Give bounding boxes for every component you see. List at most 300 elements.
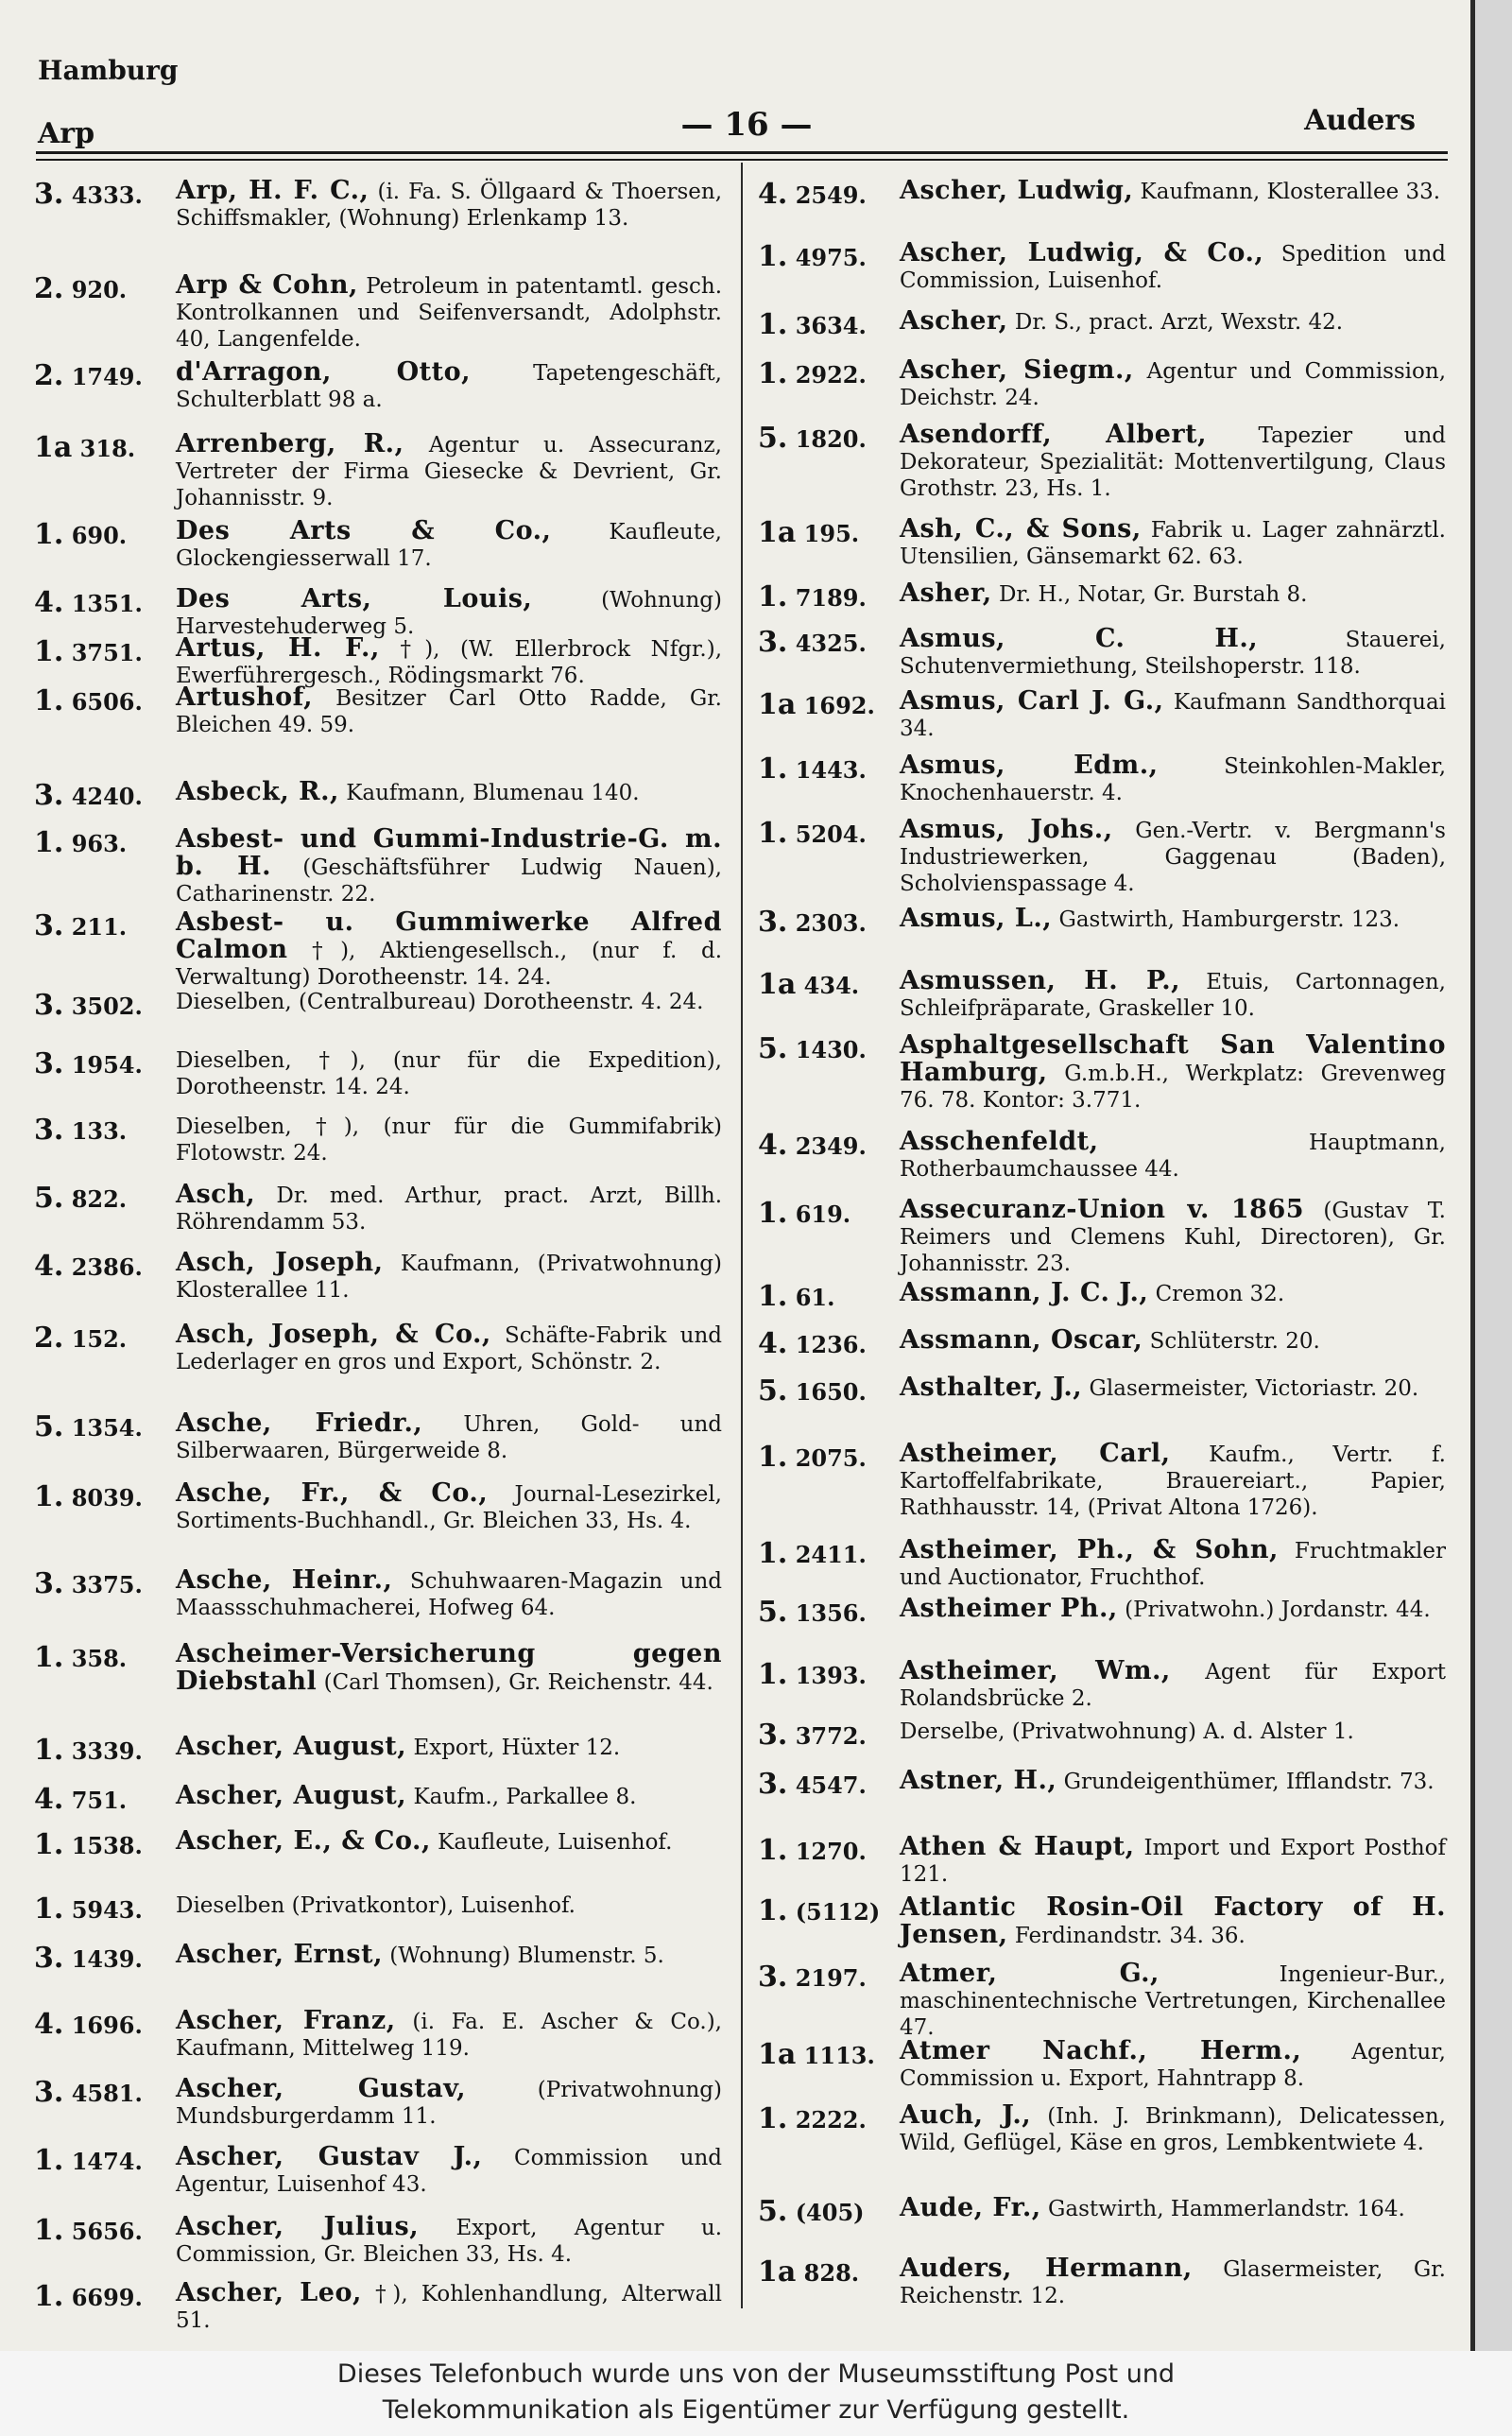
entry-text xyxy=(176,2280,722,2334)
exchange-zone: 3. xyxy=(34,178,64,211)
entry-text xyxy=(900,1032,1446,1114)
entry-text xyxy=(176,586,722,640)
exchange-zone: 3. xyxy=(34,779,64,812)
phone-number xyxy=(758,178,900,211)
number-value: 358. xyxy=(71,1645,128,1672)
exchange-zone: 1. xyxy=(758,1197,788,1230)
header-rule xyxy=(36,159,1448,161)
phone-number xyxy=(758,2102,900,2135)
exchange-zone: 1. xyxy=(758,240,788,273)
phone-number xyxy=(758,1658,900,1691)
phone-number xyxy=(34,178,176,211)
subscriber-name: Artus, H. F., xyxy=(176,633,380,663)
subscriber-name: Asmus, Johs., xyxy=(900,815,1113,844)
number-value: 2222. xyxy=(795,2106,867,2134)
subscriber-name: Asche, Heinr., xyxy=(176,1565,393,1595)
entry-text xyxy=(176,2076,722,2130)
directory-entry xyxy=(34,1732,722,1767)
entry-text xyxy=(900,1768,1446,1795)
subscriber-name: Asmus, Carl J. G., xyxy=(900,686,1164,716)
directory-entry xyxy=(758,1537,1446,1591)
subscriber-details: Journal-Lesezirkel, Sortiments-Buchhandl., Gr. Bleichen 33, Hs. 4. xyxy=(176,1482,722,1533)
subscriber-name: Des Arts, Louis, xyxy=(176,584,533,613)
exchange-zone: 1a xyxy=(758,968,797,1001)
subscriber-details: Besitzer Carl Otto Radde, Gr. Bleichen 49. 59. xyxy=(176,686,722,737)
subscriber-details: Uhren, Gold- und Silberwaaren, Bürgerweide 8. xyxy=(176,1412,723,1463)
subscriber-details: Kaufmann Sandthorquai 34. xyxy=(900,690,1447,741)
phone-number xyxy=(758,1441,900,1474)
entry-text xyxy=(900,626,1446,680)
number-value: 2197. xyxy=(795,1964,867,1992)
exchange-zone: 4. xyxy=(758,1129,788,1162)
number-value: 5656. xyxy=(71,2218,143,2245)
entry-text xyxy=(176,359,722,413)
number-value: 1351. xyxy=(71,590,143,617)
exchange-zone: 1. xyxy=(34,518,64,551)
directory-entry xyxy=(758,306,1446,341)
phone-number xyxy=(34,1828,176,1861)
phone-number xyxy=(34,1114,176,1147)
number-value: 1749. xyxy=(71,363,143,390)
phone-number xyxy=(34,1047,176,1080)
exchange-zone: 1. xyxy=(34,2144,64,2177)
phone-number xyxy=(34,1182,176,1215)
phone-number xyxy=(758,1894,900,1927)
phone-number xyxy=(758,1374,900,1408)
number-value: 2386. xyxy=(71,1253,143,1281)
entry-text xyxy=(900,1894,1446,1949)
subscriber-details: (Wohnung) Blumenstr. 5. xyxy=(389,1944,664,1968)
subscriber-details: Stauerei, Schutenvermiethung, Steilshoperstr. 118. xyxy=(900,628,1446,679)
phone-number xyxy=(758,1719,900,1752)
header-rule xyxy=(36,151,1448,154)
exchange-zone: 1. xyxy=(758,1537,788,1570)
entry-text xyxy=(176,1567,722,1621)
subscriber-details: Ingenieur-Bur., maschinentechnische Vertretungen, Kirchenallee 47. xyxy=(900,1962,1446,2040)
subscriber-name: Asbest- u. Gummiwerke Alfred Calmon xyxy=(176,907,722,964)
entry-text xyxy=(176,1892,722,1919)
subscriber-details: (Wohnung) Harvestehuderweg 5. xyxy=(176,588,722,639)
entry-text xyxy=(176,1641,722,1696)
exchange-zone: 2. xyxy=(34,359,64,392)
subscriber-details: Commission und Agentur, Luisenhof 43. xyxy=(176,2146,723,2197)
phone-number xyxy=(34,1410,176,1443)
phone-number xyxy=(34,2076,176,2109)
phone-number xyxy=(34,1480,176,1513)
directory-entry xyxy=(758,1658,1446,1712)
directory-entry xyxy=(34,2280,722,2334)
entry-text xyxy=(176,909,722,991)
entry-text xyxy=(176,1047,722,1100)
subscriber-details: Tapetengeschäft, Schulterblatt 98 a. xyxy=(176,361,722,412)
exchange-zone: 1. xyxy=(758,580,788,613)
subscriber-name: Astheimer, Wm., xyxy=(900,1656,1171,1685)
subscriber-name: Assecuranz-Union v. 1865 xyxy=(900,1195,1305,1224)
subscriber-details: (Privatwohn.) Jordanstr. 44. xyxy=(1125,1598,1431,1622)
subscriber-name: Asmus, L., xyxy=(900,904,1053,933)
subscriber-details: Steinkohlen-Makler, Knochenhauerstr. 4. xyxy=(900,754,1446,805)
number-value: 828. xyxy=(803,2259,860,2287)
number-value: 2411. xyxy=(795,1541,867,1568)
phone-number xyxy=(34,635,176,668)
number-value: 318. xyxy=(79,435,136,462)
subscriber-name: Asmus, C. H., xyxy=(900,624,1259,653)
exchange-zone: 3. xyxy=(34,1942,64,1975)
entry-text xyxy=(900,1280,1446,1307)
subscriber-name: d'Arragon, Otto, xyxy=(176,357,472,387)
phone-number xyxy=(34,359,176,392)
directory-entry xyxy=(758,2193,1446,2228)
entry-text xyxy=(900,2038,1446,2092)
number-value: 434. xyxy=(803,972,860,999)
subscriber-details: †), Kohlenhandlung, Alterwall 51. xyxy=(176,2282,723,2333)
number-value: 3772. xyxy=(795,1722,867,1750)
entry-text xyxy=(176,178,722,232)
directory-entry xyxy=(34,272,722,353)
phone-number xyxy=(758,308,900,341)
entry-text xyxy=(900,968,1446,1022)
entry-text xyxy=(900,1596,1446,1623)
entry-text xyxy=(900,2102,1446,2156)
entry-text xyxy=(176,431,722,511)
phone-number xyxy=(34,272,176,305)
exchange-zone: 1. xyxy=(34,826,64,859)
exchange-zone: 5. xyxy=(34,1182,64,1215)
subscriber-name: Arrenberg, R., xyxy=(176,429,404,458)
exchange-zone: 4. xyxy=(34,586,64,619)
subscriber-details: Kaufmann, (Privatwohnung) Klosterallee 11. xyxy=(176,1252,722,1303)
subscriber-name: Ascher, Franz, xyxy=(176,2006,396,2035)
subscriber-name: Asbest- und Gummi-Industrie-G. m. b. H. xyxy=(176,824,722,881)
number-value: 61. xyxy=(795,1284,835,1311)
phone-number xyxy=(34,2280,176,2313)
phone-number xyxy=(758,968,900,1001)
subscriber-details: Kaufmann, Blumenau 140. xyxy=(346,781,640,805)
subscriber-details: Cremon 32. xyxy=(1155,1282,1285,1306)
entry-text xyxy=(176,1322,722,1375)
subscriber-name: Ascher, Ernst, xyxy=(176,1940,383,1969)
subscriber-details: Import und Export Posthof 121. xyxy=(900,1836,1446,1887)
number-value: 4547. xyxy=(795,1771,867,1799)
exchange-zone: 5. xyxy=(758,422,788,455)
directory-entry xyxy=(34,1940,722,1975)
entry-text xyxy=(900,1327,1446,1355)
phone-number xyxy=(758,1961,900,1994)
phone-number xyxy=(34,909,176,942)
subscriber-details: Tapezier und Dekorateur, Spezialität: Mottenvertilgung, Claus Grothstr. 23, Hs. 1. xyxy=(900,423,1446,501)
entry-text xyxy=(176,1942,722,1969)
entry-text xyxy=(900,178,1446,205)
subscriber-details: †), Aktiengesellsch., (nur f. d. Verwaltung) Dorotheenstr. 14. 24. xyxy=(176,939,723,990)
subscriber-details: Dieselben, †), (nur für die Expedition), Dorotheenstr. 14. 24. xyxy=(176,1048,722,1099)
phone-number xyxy=(758,626,900,659)
directory-entry xyxy=(758,1719,1446,1752)
phone-number xyxy=(34,1892,176,1926)
exchange-zone: 3. xyxy=(34,1567,64,1600)
number-value: 4975. xyxy=(795,244,867,271)
subscriber-details: Dr. S., pract. Arzt, Wexstr. 42. xyxy=(1014,310,1344,335)
exchange-zone: 1a xyxy=(34,431,73,464)
subscriber-name: Astheimer, Ph., & Sohn, xyxy=(900,1535,1279,1564)
phone-number xyxy=(34,826,176,859)
exchange-zone: 1. xyxy=(34,684,64,717)
number-value: 6506. xyxy=(71,688,143,716)
directory-entry xyxy=(34,431,722,511)
subscriber-name: Assmann, Oscar, xyxy=(900,1325,1143,1355)
subscriber-details: Agent für Export Rolandsbrücke 2. xyxy=(900,1660,1447,1711)
directory-entry xyxy=(758,1032,1446,1114)
exchange-zone: 1. xyxy=(34,2280,64,2313)
column-divider xyxy=(741,163,743,2308)
number-value: (5112) xyxy=(795,1898,881,1926)
directory-entry xyxy=(758,240,1446,294)
exchange-zone: 1. xyxy=(34,635,64,668)
footer-line-1: Dieses Telefonbuch wurde uns von der Museumsstiftung Post und xyxy=(336,2359,1176,2389)
entry-text xyxy=(900,2195,1446,2222)
number-value: 3751. xyxy=(71,639,143,666)
entry-text xyxy=(900,752,1446,806)
entry-text xyxy=(176,1410,722,1464)
phone-number xyxy=(34,989,176,1022)
subscriber-details: Agentur u. Assecuranz, Vertreter der Firma Giesecke & Devrient, Gr. Johannisstr. 9. xyxy=(176,433,722,510)
subscriber-name: Ascher, Ludwig, xyxy=(900,176,1134,205)
directory-entry xyxy=(34,1047,722,1100)
phone-number xyxy=(34,779,176,812)
subscriber-details: Dieselben, †), (nur für die Gummifabrik) Flotowstr. 24. xyxy=(176,1114,722,1166)
phone-number xyxy=(758,817,900,850)
number-value: 963. xyxy=(71,830,128,857)
subscriber-name: Atmer, G., xyxy=(900,1959,1160,1988)
exchange-zone: 2. xyxy=(34,1322,64,1355)
entry-text xyxy=(900,1197,1446,1277)
number-value: 1538. xyxy=(71,1832,143,1859)
page-edge xyxy=(1470,0,1512,2351)
subscriber-name: Asthalter, J., xyxy=(900,1373,1083,1402)
entry-text xyxy=(176,518,722,572)
subscriber-details: Dr. H., Notar, Gr. Burstah 8. xyxy=(998,582,1308,607)
subscriber-details: Schuhwaaren-Magazin und Maassschuhmacherei, Hofweg 64. xyxy=(176,1569,722,1620)
number-value: 4333. xyxy=(71,181,143,209)
subscriber-name: Asche, Fr., & Co., xyxy=(176,1478,489,1508)
number-value: 133. xyxy=(71,1117,128,1145)
exchange-zone: 3. xyxy=(34,2076,64,2109)
subscriber-name: Assmann, J. C. J., xyxy=(900,1278,1149,1307)
subscriber-name: Ascher, Gustav, xyxy=(176,2074,467,2103)
subscriber-name: Asher, xyxy=(900,579,992,608)
number-value: 4240. xyxy=(71,783,143,810)
directory-entry xyxy=(758,2255,1446,2309)
directory-entry xyxy=(758,817,1446,897)
subscriber-name: Ascher, Siegm., xyxy=(900,355,1134,385)
subscriber-details: Export, Hüxter 12. xyxy=(413,1736,621,1760)
exchange-zone: 3. xyxy=(34,909,64,942)
directory-entry xyxy=(34,1114,722,1166)
exchange-zone: 1a xyxy=(758,2038,797,2071)
subscriber-details: Kaufm., Parkallee 8. xyxy=(413,1785,637,1809)
phone-number xyxy=(758,422,900,455)
phone-number xyxy=(34,1942,176,1975)
subscriber-details: Kaufmann, Klosterallee 33. xyxy=(1140,180,1441,204)
subscriber-name: Des Arts & Co., xyxy=(176,516,552,545)
entry-text xyxy=(176,684,722,738)
exchange-zone: 3. xyxy=(758,1719,788,1752)
subscriber-details: Fruchtmakler und Auctionator, Fruchthof. xyxy=(900,1539,1446,1590)
number-value: 152. xyxy=(71,1325,128,1353)
subscriber-name: Ascher, E., & Co., xyxy=(176,1826,431,1856)
exchange-zone: 3. xyxy=(758,1961,788,1994)
subscriber-details: Dieselben (Privatkontor), Luisenhof. xyxy=(176,1893,576,1918)
number-value: 8039. xyxy=(71,1484,143,1512)
number-value: 3375. xyxy=(71,1571,143,1598)
number-value: 1954. xyxy=(71,1051,143,1079)
exchange-zone: 1. xyxy=(34,1828,64,1861)
directory-entry xyxy=(34,2214,722,2268)
subscriber-name: Ascher, Julius, xyxy=(176,2212,420,2241)
entry-text xyxy=(900,2255,1446,2309)
directory-entry xyxy=(34,2144,722,2198)
number-value: 4581. xyxy=(71,2080,143,2107)
entry-text xyxy=(176,1783,722,1810)
directory-entry xyxy=(758,1961,1446,2041)
directory-entry xyxy=(758,357,1446,411)
exchange-zone: 5. xyxy=(758,1596,788,1629)
exchange-zone: 3. xyxy=(34,1114,64,1147)
entry-text xyxy=(900,1834,1446,1888)
phone-number xyxy=(34,1783,176,1816)
subscriber-name: Asbeck, R., xyxy=(176,777,339,806)
phone-number xyxy=(758,2038,900,2071)
exchange-zone: 1a xyxy=(758,2255,797,2289)
footer-line-2: Telekommunikation als Eigentümer zur Verfügung gestellt. xyxy=(382,2395,1130,2425)
subscriber-details: (i. Fa. S. Öllgaard & Thoersen, Schiffsmakler, (Wohnung) Erlenkamp 13. xyxy=(176,180,723,231)
entry-text xyxy=(176,779,722,806)
subscriber-details: Grundeigenthümer, Ifflandstr. 73. xyxy=(1063,1770,1435,1794)
entry-text xyxy=(176,989,722,1015)
entry-text xyxy=(900,422,1446,502)
directory-entry xyxy=(758,626,1446,680)
subscriber-details: Gastwirth, Hamburgerstr. 123. xyxy=(1058,907,1400,932)
phone-number xyxy=(34,518,176,551)
phone-number xyxy=(758,1197,900,1230)
number-value: 1354. xyxy=(71,1414,143,1442)
exchange-zone: 2. xyxy=(34,272,64,305)
subscriber-details: Schäfte-Fabrik und Lederlager en gros und Export, Schönstr. 2. xyxy=(176,1323,722,1374)
subscriber-name: Aude, Fr., xyxy=(900,2193,1041,2222)
directory-entry xyxy=(34,518,722,572)
directory-entry xyxy=(34,1182,722,1235)
subscriber-details: (Geschäftsführer Ludwig Nauen), Catharinenstr. 22. xyxy=(176,855,722,907)
subscriber-name: Ascher, Gustav J., xyxy=(176,2142,483,2171)
entry-text xyxy=(176,1182,722,1235)
phone-number xyxy=(758,2255,900,2289)
subscriber-details: Kaufleute, Glockengiesserwall 17. xyxy=(176,520,722,571)
subscriber-name: Asch, Joseph, & Co., xyxy=(176,1320,491,1349)
directory-entry xyxy=(758,579,1446,613)
number-value: 822. xyxy=(71,1185,128,1213)
page-number: — 16 — xyxy=(680,106,813,144)
subscriber-details: (i. Fa. E. Ascher & Co.), Kaufmann, Mittelweg 119. xyxy=(176,2010,722,2061)
number-value: 2549. xyxy=(795,181,867,209)
number-value: 1430. xyxy=(795,1036,867,1063)
subscriber-name: Astheimer, Carl, xyxy=(900,1439,1171,1468)
directory-entry xyxy=(34,1322,722,1375)
phone-number xyxy=(758,516,900,549)
entry-text xyxy=(176,1480,722,1534)
phone-number xyxy=(758,2195,900,2228)
entry-text xyxy=(900,1658,1446,1712)
directory-entry xyxy=(34,1892,722,1926)
number-value: 195. xyxy=(803,520,860,547)
exchange-zone: 1. xyxy=(758,1441,788,1474)
phone-number xyxy=(34,2008,176,2041)
subscriber-details: Glasermeister, Gr. Reichenstr. 12. xyxy=(900,2257,1446,2308)
directory-entry xyxy=(34,777,722,812)
entry-text xyxy=(176,1828,722,1856)
directory-entry xyxy=(758,2038,1446,2092)
subscriber-name: Asphaltgesellschaft San Valentino Hamburg, xyxy=(900,1030,1446,1087)
subscriber-details: Gen.-Vertr. v. Bergmann's Industriewerken, Gaggenau (Baden), Scholvienspassage 4. xyxy=(900,819,1446,896)
number-value: 1356. xyxy=(795,1599,867,1627)
phone-number xyxy=(758,1596,900,1629)
subscriber-name: Arp & Cohn, xyxy=(176,270,358,300)
directory-entry xyxy=(34,909,722,991)
entry-text xyxy=(900,1719,1446,1745)
subscriber-name: Ascher, Ludwig, & Co., xyxy=(900,238,1264,268)
directory-entry xyxy=(758,1766,1446,1801)
exchange-zone: 1. xyxy=(758,1280,788,1313)
exchange-zone: 1. xyxy=(34,1892,64,1926)
exchange-zone: 5. xyxy=(758,1374,788,1408)
subscriber-details: Export, Agentur u. Commission, Gr. Bleichen 33, Hs. 4. xyxy=(176,2216,723,2267)
subscriber-details: Glasermeister, Victoriastr. 20. xyxy=(1089,1376,1419,1401)
subscriber-details: Fabrik u. Lager zahnärztl. Utensilien, Gänsemarkt 62. 63. xyxy=(900,518,1446,569)
subscriber-name: Astner, H., xyxy=(900,1766,1057,1795)
number-value: 1696. xyxy=(71,2012,143,2039)
subscriber-name: Arp, H. F. C., xyxy=(176,176,369,205)
number-value: 751. xyxy=(71,1787,128,1814)
exchange-zone: 3. xyxy=(34,989,64,1022)
footer-notice xyxy=(0,2351,1512,2436)
number-value: 1393. xyxy=(795,1662,867,1689)
exchange-zone: 1. xyxy=(34,1480,64,1513)
subscriber-details: (Privatwohnung) Mundsburgerdamm 11. xyxy=(176,2078,722,2129)
entry-text xyxy=(176,1114,722,1166)
subscriber-name: Asendorff, Albert, xyxy=(900,420,1208,449)
phone-number xyxy=(758,580,900,613)
phone-number xyxy=(758,1032,900,1065)
subscriber-name: Ascher, August, xyxy=(176,1732,407,1761)
exchange-zone: 1. xyxy=(758,2102,788,2135)
subscriber-details: (Inh. J. Brinkmann), Delicatessen, Wild, Geflügel, Käse en gros, Lembkentwiete 4. xyxy=(900,2104,1446,2155)
subscriber-name: Ascher, August, xyxy=(176,1781,407,1810)
phone-number xyxy=(758,1537,900,1570)
entry-text xyxy=(176,272,722,353)
number-value: 1236. xyxy=(795,1331,867,1358)
directory-entry xyxy=(34,1567,722,1621)
number-value: (405) xyxy=(795,2199,865,2226)
number-value: 619. xyxy=(795,1201,851,1228)
number-value: 1820. xyxy=(795,425,867,453)
directory-entry xyxy=(34,178,722,232)
subscriber-name: Auch, J., xyxy=(900,2100,1032,2130)
subscriber-details: Kaufleute, Luisenhof. xyxy=(438,1830,673,1855)
subscriber-details: Spedition und Commission, Luisenhof. xyxy=(900,242,1446,293)
exchange-zone: 5. xyxy=(758,2195,788,2228)
subscriber-name: Asmussen, H. P., xyxy=(900,966,1181,995)
number-value: 3502. xyxy=(71,993,143,1020)
phone-number xyxy=(758,906,900,939)
exchange-zone: 4. xyxy=(758,1327,788,1360)
